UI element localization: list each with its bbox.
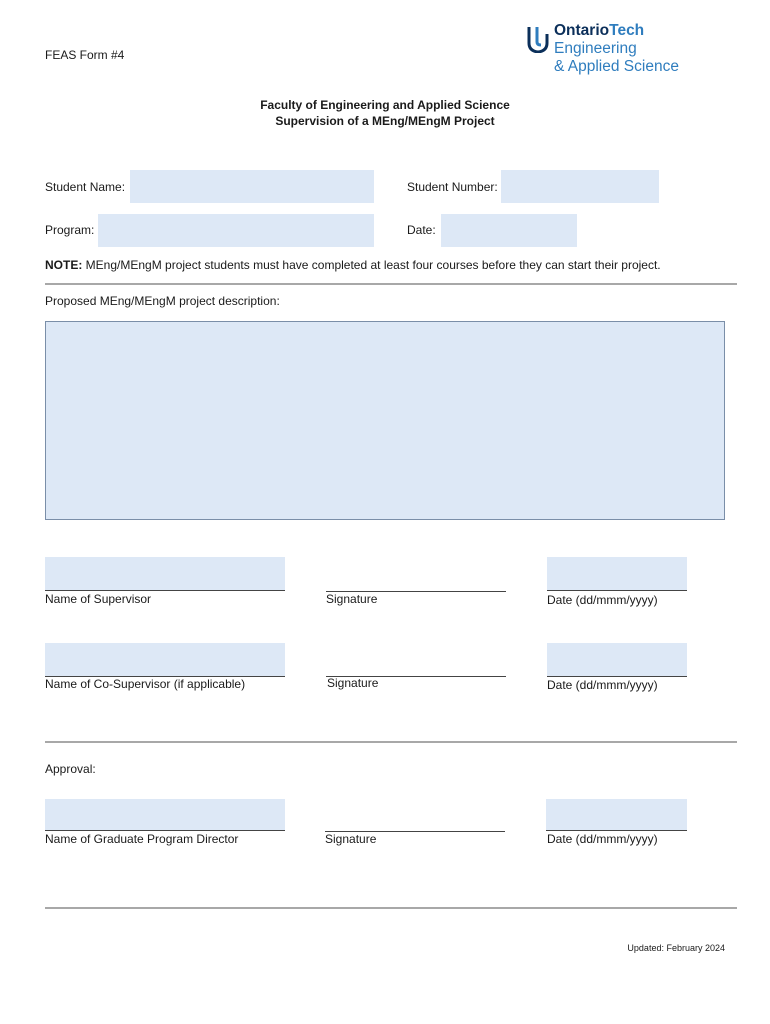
approval-heading: Approval:	[45, 762, 96, 776]
divider	[45, 741, 737, 743]
cosupervisor-date-input[interactable]	[547, 643, 687, 677]
form-id: FEAS Form #4	[45, 48, 125, 62]
cosupervisor-name-input[interactable]	[45, 643, 285, 677]
divider	[45, 907, 737, 909]
cosupervisor-signature-label: Signature	[327, 676, 379, 690]
cosupervisor-name-label: Name of Co-Supervisor (if applicable)	[45, 677, 246, 691]
note-text: NOTE: MEng/MEngM project students must have completed at least four courses before they can start their project.	[45, 258, 661, 272]
student-name-label: Student Name:	[45, 180, 126, 194]
director-date-input[interactable]	[546, 799, 687, 831]
page-title: Faculty of Engineering and Applied Science	[260, 98, 510, 112]
director-name-input[interactable]	[45, 799, 285, 831]
ontario-tech-logo: OntarioTech Engineering & Applied Science	[527, 22, 687, 78]
supervisor-date-label: Date (dd/mmm/yyyy)	[547, 593, 658, 607]
program-input[interactable]	[98, 214, 374, 247]
updated-date: Updated: February 2024	[627, 943, 725, 953]
date-input[interactable]	[441, 214, 577, 247]
description-label: Proposed MEng/MEngM project description:	[45, 294, 280, 308]
page-subtitle: Supervision of a MEng/MEngM Project	[275, 114, 495, 128]
shield-logo-icon	[527, 25, 549, 53]
divider	[45, 283, 737, 285]
supervisor-name-input[interactable]	[45, 557, 285, 591]
cosupervisor-date-label: Date (dd/mmm/yyyy)	[547, 678, 658, 692]
supervisor-name-label: Name of Supervisor	[45, 592, 152, 606]
description-textarea[interactable]	[45, 321, 725, 520]
student-number-input[interactable]	[501, 170, 659, 203]
supervisor-signature-label: Signature	[326, 592, 378, 606]
director-name-label: Name of Graduate Program Director	[45, 832, 239, 846]
student-name-input[interactable]	[130, 170, 374, 203]
date-label: Date:	[407, 223, 436, 237]
program-label: Program:	[45, 223, 95, 237]
director-signature-label: Signature	[325, 832, 377, 846]
supervisor-date-input[interactable]	[547, 557, 687, 591]
director-date-label: Date (dd/mmm/yyyy)	[547, 832, 658, 846]
student-number-label: Student Number:	[407, 180, 498, 194]
